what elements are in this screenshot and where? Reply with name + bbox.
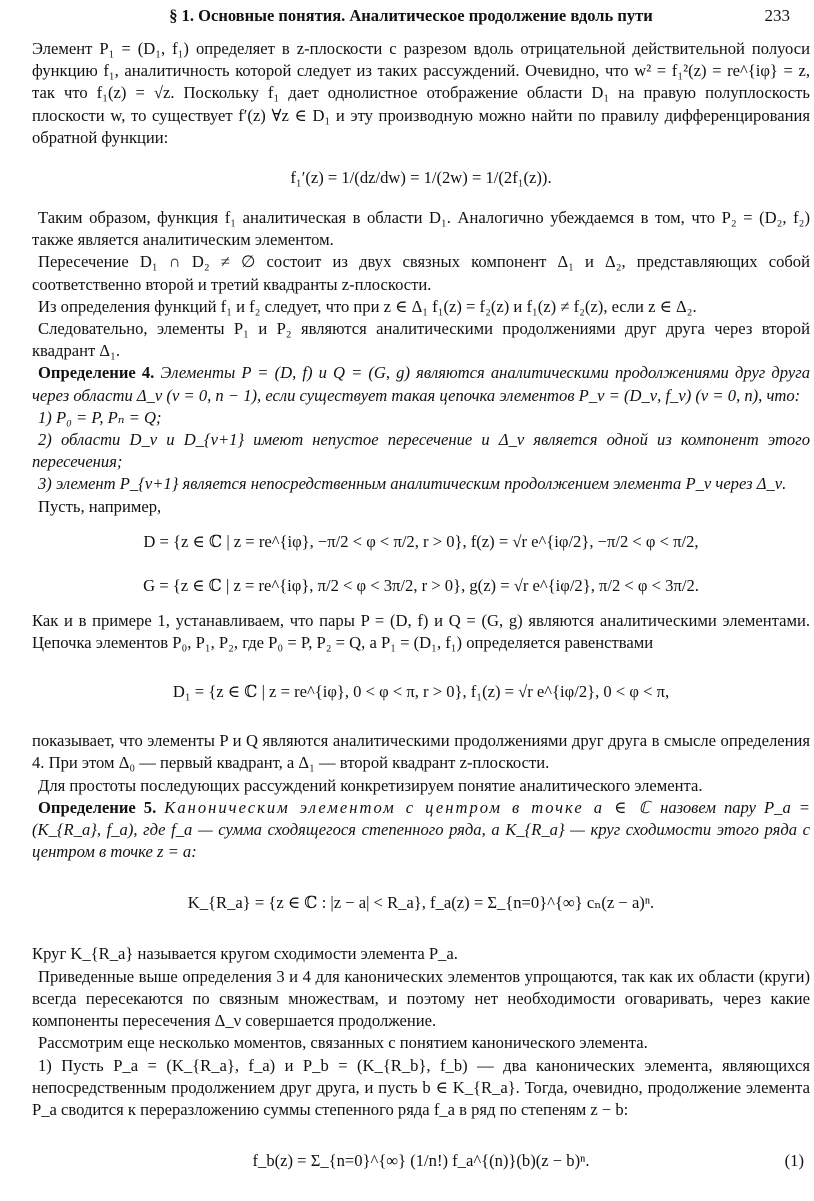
- definition-text: назовем пару P_a = (K_{R_a}, f_a), где f_a — сумма сходящегося степенного ряда, а K_{R_a} — круг сходимости этого ряда с центром в точке z = a:: [32, 797, 810, 862]
- equation-number: (1): [784, 1151, 804, 1171]
- definition-4: [32, 362, 810, 406]
- definition-item: 2) области D_ν и D_{ν+1} имеют непустое пересечение и Δ_ν является одной из компонент этого пересечения;: [32, 430, 810, 472]
- paragraph: Элемент P₁ = (D₁, f₁) определяет в z-плоскости с разрезом вдоль отрицательной действительной полуоси функцию f₁, аналитичность которой следует из таких рассуждений. Очевидно, что w² = f₁²(z) = re^{iφ} = z, так что f₁(z) = √z. Поскольку f₁ дает однолистное отображение области D₁ на правую полуплоскость плоскости w, то существует f′(z) ∀z ∈ D₁ и эту производную можно найти по правилу дифференцирования обратной функции:: [32, 39, 810, 147]
- paragraph: Пусть, например,: [38, 496, 162, 516]
- paragraph: Как и в примере 1, устанавливаем, что пары P = (D, f) и Q = (G, g) являются аналитическими элементами. Цепочка элементов P₀, P₁, P₂, где P₀ = P, P₂ = Q, а P₁ = (D₁, f₁) определяется равенствами: [32, 610, 810, 653]
- equation: K_{R_a} = {z ∈ ℂ : |z − a| < R_a}, f_a(z) = Σ_{n=0}^{∞} cₙ(z − a)ⁿ.: [187, 893, 655, 913]
- definition-text: Элементы P = (D, f) и Q = (G, g) являются аналитическими продолжениями друг друга через области Δ_ν (ν = 0, n − 1), если существует такая цепочка элементов P_ν = (D_ν, f_ν) (ν = 0, n), что:: [32, 363, 810, 405]
- equation: G = {z ∈ ℂ | z = re^{iφ}, π/2 < φ < 3π/2, r > 0}, g(z) = √r e^{iφ/2}, π/2 < φ < 3π/2.: [143, 575, 699, 595]
- definition-term: Каноническим элементом с центром в точке a ∈ ℂ: [164, 797, 653, 817]
- equation: f₁′(z) = 1/(dz/dw) = 1/(2w) = 1/(2f₁(z)).: [290, 168, 552, 188]
- definition-5: [32, 797, 810, 864]
- paragraph: Следовательно, элементы P₁ и P₂ являются аналитическими продолжениями друг друга через второй квадрант Δ₁.: [32, 319, 810, 361]
- equation-1: [32, 1125, 810, 1197]
- paragraph: Из определения функций f₁ и f₂ следует, что при z ∈ Δ₁ f₁(z) = f₂(z) и f₁(z) ≠ f₂(z), если z ∈ Δ₂.: [38, 296, 697, 316]
- paragraph: 1) Пусть P_a = (K_{R_a}, f_a) и P_b = (K_{R_b}, f_b) — два канонических элемента, являющихся непосредственным продолжением друг друга, и пусть b ∈ K_{R_a}. Тогда, очевидно, продолжение элемента P_a сводится к переразложению суммы степенного ряда f_a в ряд по степеням z − b:: [32, 1055, 810, 1119]
- page-header: [32, 4, 790, 30]
- definition-item: 3) элемент P_{ν+1} является непосредственным аналитическим продолжением элемента P_ν через Δ_ν.: [38, 474, 787, 494]
- definition-label: Определение 4.: [38, 363, 155, 383]
- definition-item: 1) P₀ = P, Pₙ = Q;: [38, 407, 162, 427]
- paragraph: Круг K_{R_a} называется кругом сходимости элемента P_a.: [32, 944, 458, 964]
- equation: f_b(z) = Σ_{n=0}^{∞} (1/n!) f_a^{(n)}(b)(z − b)ⁿ.: [252, 1151, 590, 1171]
- paragraph: Для простоты последующих рассуждений конкретизируем понятие аналитического элемента.: [38, 775, 703, 795]
- paragraph: Рассмотрим еще несколько моментов, связанных с понятием канонического элемента.: [38, 1033, 648, 1053]
- definition-label: Определение 5.: [38, 797, 157, 817]
- paragraph: показывает, что элементы P и Q являются аналитическими продолжениями друг друга в смысле определения 4. При этом Δ₀ — первый квадрант, а Δ₁ — второй квадрант z-плоскости.: [32, 731, 810, 773]
- equation: D₁ = {z ∈ ℂ | z = re^{iφ}, 0 < φ < π, r > 0}, f₁(z) = √r e^{iφ/2}, 0 < φ < π,: [172, 682, 670, 702]
- page-number: 233: [764, 6, 790, 25]
- equation: D = {z ∈ ℂ | z = re^{iφ}, −π/2 < φ < π/2, r > 0}, f(z) = √r e^{iφ/2}, −π/2 < φ < π/2,: [143, 531, 699, 551]
- running-title: § 1. Основные понятия. Аналитическое продолжение вдоль пути: [169, 6, 653, 25]
- paragraph: Пересечение D₁ ∩ D₂ ≠ ∅ состоит из двух связных компонент Δ₁ и Δ₂, представляющих собой соответственно второй и третий квадранты z-плоскости.: [32, 252, 810, 294]
- paragraph: Приведенные выше определения 3 и 4 для канонических элементов упрощаются, так как их области (круги) всегда пересекаются по связным множествам, и поэтому нет необходимости оговаривать, через какие компоненты пересечения Δ_ν совершается продолжение.: [32, 966, 810, 1031]
- page-body: [32, 38, 810, 1201]
- paragraph: Таким образом, функция f₁ аналитическая в области D₁. Аналогично убеждаемся в том, что P₂ = (D₂, f₂) также является аналитическим элементом.: [32, 208, 810, 250]
